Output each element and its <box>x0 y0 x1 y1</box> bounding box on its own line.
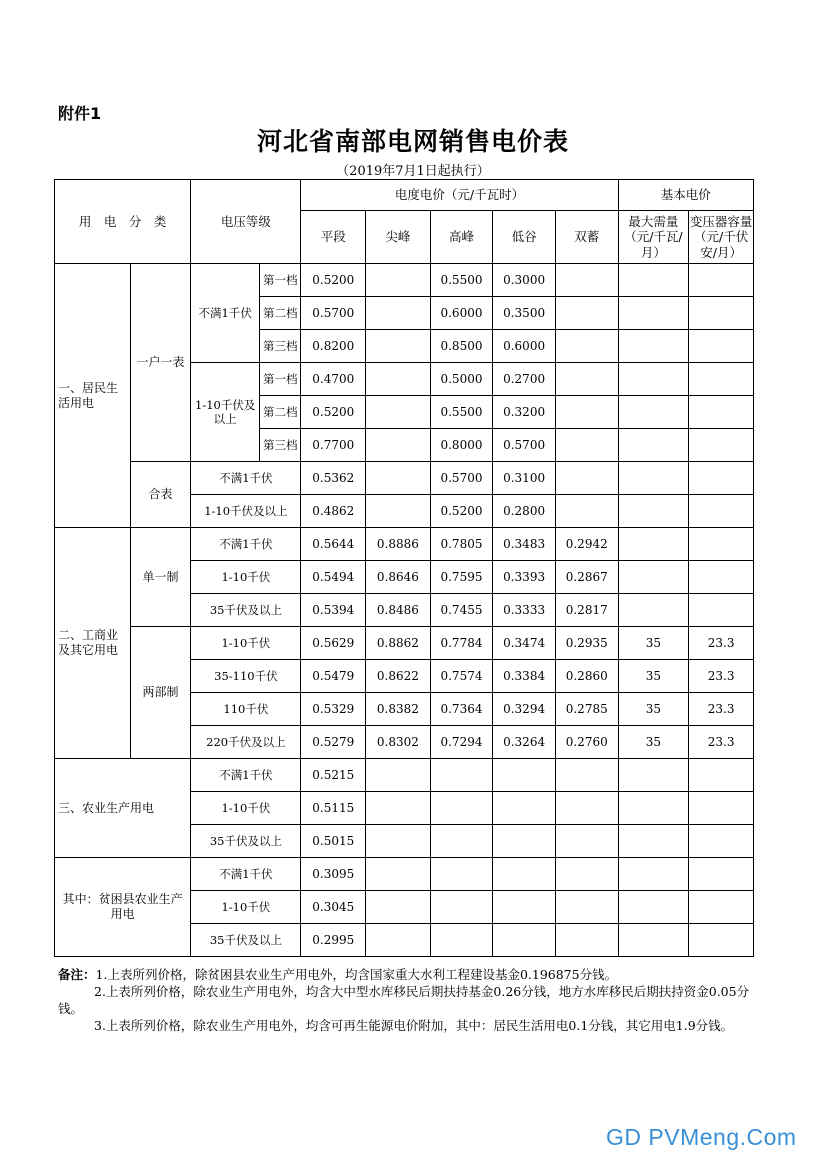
effective-date: （2019年7月1日起执行） <box>336 164 490 179</box>
flat-cell: 0.5394 <box>301 594 366 627</box>
peak-cell: 0.7574 <box>430 660 493 693</box>
demand-cell <box>618 363 689 396</box>
peak-cell: 0.5500 <box>430 396 493 429</box>
agricultural-group: 三、农业生产用电 <box>55 759 191 858</box>
max-demand-header: 最大需量（元/千瓦/月） <box>618 211 689 264</box>
valley-cell: 0.3384 <box>493 660 556 693</box>
category-header: 用 电 分 类 <box>55 180 191 264</box>
storage-cell: 0.2942 <box>555 528 618 561</box>
transformer-cell: 23.3 <box>689 660 754 693</box>
sharp-cell <box>366 759 431 792</box>
transformer-cell <box>689 264 754 297</box>
valley-cell: 0.3200 <box>493 396 556 429</box>
flat-cell: 0.5115 <box>301 792 366 825</box>
sharp-cell <box>366 495 431 528</box>
storage-cell <box>555 495 618 528</box>
note-3: 3.上表所列价格，除农业生产用电外，均含可再生能源电价附加，其中：居民生活用电0.1分钱，其它用电1.9分钱。 <box>94 1018 734 1033</box>
storage-cell: 0.2785 <box>555 693 618 726</box>
sharp-cell <box>366 891 431 924</box>
sharp-cell <box>366 462 431 495</box>
sharp-cell <box>366 792 431 825</box>
tier-cell: 第二档 <box>260 297 301 330</box>
transformer-cell <box>689 858 754 891</box>
transformer-cell <box>689 792 754 825</box>
sharp-cell <box>366 924 431 957</box>
transformer-cell <box>689 429 754 462</box>
two-part-system: 两部制 <box>130 627 191 759</box>
voltage-group: 不满1千伏 <box>191 264 260 363</box>
transformer-cell <box>689 462 754 495</box>
poor-county-group: 其中：贫困县农业生产用电 <box>55 858 191 957</box>
peak-cell: 0.8500 <box>430 330 493 363</box>
demand-cell <box>618 297 689 330</box>
demand-cell: 35 <box>618 627 689 660</box>
demand-cell <box>618 891 689 924</box>
transformer-cell <box>689 528 754 561</box>
valley-cell: 0.3483 <box>493 528 556 561</box>
peak-cell <box>430 924 493 957</box>
voltage-cell: 35-110千伏 <box>191 660 301 693</box>
transformer-cell <box>689 759 754 792</box>
sharp-cell <box>366 297 431 330</box>
note-2: 2.上表所列价格，除农业生产用电外，均含大中型水库移民后期扶持基金0.26分钱，地方水库移民后期扶持资金0.05分钱。 <box>58 984 750 1016</box>
flat-cell: 0.3045 <box>301 891 366 924</box>
valley-cell: 0.6000 <box>493 330 556 363</box>
valley-cell: 0.5700 <box>493 429 556 462</box>
peak-cell: 0.7805 <box>430 528 493 561</box>
demand-cell: 35 <box>618 660 689 693</box>
sharp-cell: 0.8382 <box>366 693 431 726</box>
voltage-cell: 不满1千伏 <box>191 759 301 792</box>
valley-cell: 0.2700 <box>493 363 556 396</box>
peak-cell: 0.7364 <box>430 693 493 726</box>
valley-header: 低谷 <box>493 211 556 264</box>
transformer-cell <box>689 363 754 396</box>
voltage-cell: 1-10千伏 <box>191 561 301 594</box>
basic-price-header: 基本电价 <box>618 180 753 211</box>
watermark-logo: GD PVMeng.Com <box>606 1124 797 1150</box>
sharp-cell <box>366 429 431 462</box>
transformer-cell <box>689 594 754 627</box>
sharp-cell <box>366 396 431 429</box>
flat-cell: 0.8200 <box>301 330 366 363</box>
valley-cell: 0.3500 <box>493 297 556 330</box>
note-1: 1.上表所列价格，除贫困县农业生产用电外，均含国家重大水利工程建设基金0.196875分钱。 <box>95 967 618 982</box>
peak-cell: 0.5700 <box>430 462 493 495</box>
flat-cell: 0.5362 <box>301 462 366 495</box>
peak-cell: 0.7595 <box>430 561 493 594</box>
peak-cell <box>430 825 493 858</box>
storage-cell <box>555 396 618 429</box>
voltage-cell: 35千伏及以上 <box>191 825 301 858</box>
valley-cell: 0.3474 <box>493 627 556 660</box>
demand-cell <box>618 594 689 627</box>
demand-cell <box>618 462 689 495</box>
voltage-cell: 1-10千伏 <box>191 891 301 924</box>
demand-cell <box>618 264 689 297</box>
commercial-group: 二、工商业及其它用电 <box>55 528 131 759</box>
sharp-cell: 0.8486 <box>366 594 431 627</box>
tier-cell: 第三档 <box>260 429 301 462</box>
storage-cell: 0.2860 <box>555 660 618 693</box>
price-table <box>54 179 754 957</box>
storage-cell: 0.2817 <box>555 594 618 627</box>
storage-cell <box>555 330 618 363</box>
valley-cell: 0.2800 <box>493 495 556 528</box>
sharp-cell <box>366 330 431 363</box>
demand-cell <box>618 759 689 792</box>
voltage-cell: 1-10千伏 <box>191 792 301 825</box>
peak-cell: 0.8000 <box>430 429 493 462</box>
demand-cell: 35 <box>618 726 689 759</box>
peak-cell <box>430 858 493 891</box>
valley-cell <box>493 924 556 957</box>
sharp-cell <box>366 363 431 396</box>
transformer-cell <box>689 495 754 528</box>
transformer-cell: 23.3 <box>689 726 754 759</box>
valley-cell: 0.3333 <box>493 594 556 627</box>
demand-cell: 35 <box>618 693 689 726</box>
flat-cell: 0.5200 <box>301 264 366 297</box>
peak-cell: 0.7784 <box>430 627 493 660</box>
demand-cell <box>618 396 689 429</box>
storage-cell <box>555 858 618 891</box>
sharp-cell: 0.8646 <box>366 561 431 594</box>
flat-cell: 0.4862 <box>301 495 366 528</box>
transformer-cell <box>689 561 754 594</box>
flat-header: 平段 <box>301 211 366 264</box>
valley-cell <box>493 858 556 891</box>
demand-cell <box>618 825 689 858</box>
valley-cell: 0.3100 <box>493 462 556 495</box>
peak-cell: 0.7455 <box>430 594 493 627</box>
flat-cell: 0.5215 <box>301 759 366 792</box>
voltage-cell: 220千伏及以上 <box>191 726 301 759</box>
storage-cell <box>555 792 618 825</box>
peak-cell: 0.5000 <box>430 363 493 396</box>
sharp-cell: 0.8886 <box>366 528 431 561</box>
flat-cell: 0.5015 <box>301 825 366 858</box>
sharp-header: 尖峰 <box>366 211 431 264</box>
voltage-cell: 不满1千伏 <box>191 528 301 561</box>
peak-cell: 0.6000 <box>430 297 493 330</box>
storage-cell <box>555 429 618 462</box>
demand-cell <box>618 858 689 891</box>
transformer-cell <box>689 924 754 957</box>
voltage-cell: 不满1千伏 <box>191 462 301 495</box>
page-title: 河北省南部电网销售电价表 <box>256 127 569 156</box>
storage-cell: 0.2760 <box>555 726 618 759</box>
peak-cell <box>430 759 493 792</box>
attachment-label: 附件1 <box>58 104 102 123</box>
storage-cell <box>555 924 618 957</box>
tier-cell: 第二档 <box>260 396 301 429</box>
household-one-meter: 一户一表 <box>130 264 191 462</box>
voltage-cell: 110千伏 <box>191 693 301 726</box>
demand-cell <box>618 429 689 462</box>
flat-cell: 0.2995 <box>301 924 366 957</box>
voltage-cell: 不满1千伏 <box>191 858 301 891</box>
storage-cell: 0.2867 <box>555 561 618 594</box>
valley-cell: 0.3294 <box>493 693 556 726</box>
flat-cell: 0.5644 <box>301 528 366 561</box>
valley-cell <box>493 825 556 858</box>
notes-label: 备注： <box>58 967 96 982</box>
residential-group: 一、居民生活用电 <box>55 264 131 528</box>
storage-cell <box>555 825 618 858</box>
valley-cell <box>493 891 556 924</box>
transformer-cell <box>689 825 754 858</box>
sharp-cell: 0.8302 <box>366 726 431 759</box>
storage-cell <box>555 297 618 330</box>
peak-cell: 0.5200 <box>430 495 493 528</box>
demand-cell <box>618 528 689 561</box>
demand-cell <box>618 561 689 594</box>
tier-cell: 第一档 <box>260 363 301 396</box>
voltage-cell: 35千伏及以上 <box>191 594 301 627</box>
peak-header: 高峰 <box>430 211 493 264</box>
storage-cell <box>555 462 618 495</box>
voltage-cell: 1-10千伏及以上 <box>191 495 301 528</box>
sharp-cell <box>366 825 431 858</box>
transformer-cell <box>689 330 754 363</box>
flat-cell: 0.5479 <box>301 660 366 693</box>
flat-cell: 0.3095 <box>301 858 366 891</box>
sharp-cell: 0.8862 <box>366 627 431 660</box>
energy-price-header: 电度电价（元/千瓦时） <box>301 180 618 211</box>
demand-cell <box>618 330 689 363</box>
valley-cell: 0.3393 <box>493 561 556 594</box>
flat-cell: 0.5279 <box>301 726 366 759</box>
storage-cell <box>555 759 618 792</box>
storage-cell <box>555 891 618 924</box>
transformer-cell: 23.3 <box>689 627 754 660</box>
peak-cell: 0.7294 <box>430 726 493 759</box>
peak-cell <box>430 891 493 924</box>
notes <box>58 966 758 1034</box>
valley-cell: 0.3000 <box>493 264 556 297</box>
storage-header: 双蓄 <box>555 211 618 264</box>
voltage-cell: 1-10千伏 <box>191 627 301 660</box>
transformer-cell <box>689 297 754 330</box>
flat-cell: 0.4700 <box>301 363 366 396</box>
sharp-cell <box>366 264 431 297</box>
voltage-cell: 35千伏及以上 <box>191 924 301 957</box>
tier-cell: 第一档 <box>260 264 301 297</box>
tier-cell: 第三档 <box>260 330 301 363</box>
voltage-header: 电压等级 <box>191 180 301 264</box>
storage-cell <box>555 363 618 396</box>
flat-cell: 0.5629 <box>301 627 366 660</box>
flat-cell: 0.5329 <box>301 693 366 726</box>
voltage-group: 1-10千伏及以上 <box>191 363 260 462</box>
transformer-cell: 23.3 <box>689 693 754 726</box>
single-system: 单一制 <box>130 528 191 627</box>
flat-cell: 0.5200 <box>301 396 366 429</box>
valley-cell: 0.3264 <box>493 726 556 759</box>
storage-cell: 0.2935 <box>555 627 618 660</box>
transformer-cell <box>689 396 754 429</box>
flat-cell: 0.5494 <box>301 561 366 594</box>
demand-cell <box>618 924 689 957</box>
flat-cell: 0.5700 <box>301 297 366 330</box>
demand-cell <box>618 495 689 528</box>
transformer-cell <box>689 891 754 924</box>
transformer-header: 变压器容量（元/千伏安/月） <box>689 211 754 264</box>
valley-cell <box>493 792 556 825</box>
valley-cell <box>493 759 556 792</box>
flat-cell: 0.7700 <box>301 429 366 462</box>
storage-cell <box>555 264 618 297</box>
combined-meter: 合表 <box>130 462 191 528</box>
sharp-cell <box>366 858 431 891</box>
peak-cell: 0.5500 <box>430 264 493 297</box>
peak-cell <box>430 792 493 825</box>
sharp-cell: 0.8622 <box>366 660 431 693</box>
demand-cell <box>618 792 689 825</box>
